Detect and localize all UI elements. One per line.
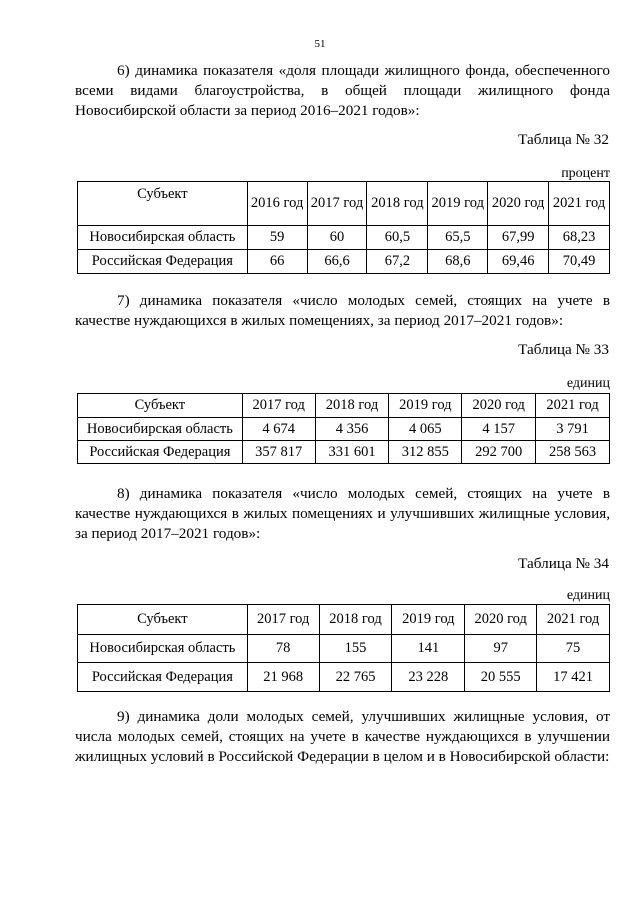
table-cell: 97	[465, 635, 537, 663]
table-34	[77, 604, 610, 692]
table-cell: 21 968	[247, 663, 319, 692]
table-cell: 65,5	[428, 226, 488, 250]
header-cell-year: 2021 год	[549, 182, 610, 226]
table-cell: 22 765	[319, 663, 392, 692]
header-cell-year: 2017 год	[307, 182, 367, 226]
table-32-unit: процент	[561, 166, 610, 181]
table-cell: 4 674	[242, 418, 315, 441]
row-label: Российская Федерация	[78, 441, 243, 464]
table-34-caption: Таблица № 34	[518, 555, 609, 572]
header-cell-year: 2018 год	[367, 182, 428, 226]
row-label: Новосибирская область	[78, 418, 243, 441]
table-cell: 312 855	[389, 441, 462, 464]
table-34-unit: единиц	[566, 588, 610, 603]
section-6-text: 6) динамика показателя «доля площади жилищного фонда, обеспеченного всеми видами благоустройства, в общей площади жилищного фонда Новосибирской области за период 2016–2021 годов»:	[75, 62, 610, 119]
table-cell: 141	[392, 635, 465, 663]
table-cell: 60	[307, 226, 367, 250]
header-cell-year: 2020 год	[488, 182, 549, 226]
table-cell: 67,99	[488, 226, 549, 250]
table-32	[77, 181, 610, 274]
table-row	[78, 635, 610, 663]
header-cell-subject: Субъект	[78, 605, 248, 635]
row-label: Российская Федерация	[78, 663, 248, 692]
table-cell: 66,6	[307, 250, 367, 274]
table-row	[78, 663, 610, 692]
table-cell: 155	[319, 635, 392, 663]
table-cell: 331 601	[315, 441, 389, 464]
table-cell: 23 228	[392, 663, 465, 692]
table-cell: 357 817	[242, 441, 315, 464]
table-cell: 17 421	[537, 663, 610, 692]
section-8-text: 8) динамика показателя «число молодых семей, стоящих на учете в качестве нуждающихся в жилых помещениях и улучшивших жилищные условия, за период 2017–2021 годов»:	[75, 485, 610, 542]
table-cell: 20 555	[465, 663, 537, 692]
table-33	[77, 393, 610, 464]
header-cell-year: 2017 год	[242, 394, 315, 418]
header-cell-year: 2016 год	[247, 182, 307, 226]
table-cell: 69,46	[488, 250, 549, 274]
header-cell-year: 2019 год	[392, 605, 465, 635]
table-cell: 68,6	[428, 250, 488, 274]
table-row	[78, 441, 610, 464]
table-cell: 4 356	[315, 418, 389, 441]
header-cell-year: 2021 год	[537, 605, 610, 635]
header-cell-year: 2019 год	[428, 182, 488, 226]
header-cell-year: 2020 год	[462, 394, 536, 418]
header-cell-subject: Субъект	[78, 182, 248, 226]
table-row	[78, 226, 610, 250]
table-cell: 3 791	[536, 418, 610, 441]
table-cell: 75	[537, 635, 610, 663]
row-label: Российская Федерация	[78, 250, 248, 274]
table-header-row	[78, 394, 610, 418]
header-cell-year: 2017 год	[247, 605, 319, 635]
table-cell: 258 563	[536, 441, 610, 464]
table-cell: 70,49	[549, 250, 610, 274]
table-cell: 59	[247, 226, 307, 250]
table-cell: 292 700	[462, 441, 536, 464]
table-cell: 4 065	[389, 418, 462, 441]
table-cell: 78	[247, 635, 319, 663]
table-33-caption: Таблица № 33	[518, 341, 609, 358]
header-cell-year: 2018 год	[319, 605, 392, 635]
table-cell: 67,2	[367, 250, 428, 274]
row-label: Новосибирская область	[78, 635, 248, 663]
row-label: Новосибирская область	[78, 226, 248, 250]
header-cell-year: 2019 год	[389, 394, 462, 418]
table-32-caption: Таблица № 32	[518, 131, 609, 148]
table-row	[78, 418, 610, 441]
header-cell-year: 2018 год	[315, 394, 389, 418]
table-cell: 68,23	[549, 226, 610, 250]
table-header-row	[78, 605, 610, 635]
table-33-unit: единиц	[566, 376, 610, 391]
table-cell: 60,5	[367, 226, 428, 250]
table-cell: 4 157	[462, 418, 536, 441]
section-7-text: 7) динамика показателя «число молодых семей, стоящих на учете в качестве нуждающихся в жилых помещениях, за период 2017–2021 годов»:	[75, 292, 610, 329]
table-cell: 66	[247, 250, 307, 274]
section-9-text: 9) динамика доли молодых семей, улучшивших жилищные условия, от числа молодых семей, стоящих на учете в качестве нуждающихся в улучшении жилищных условий в Российской Федерации в целом и в Новосибирской области:	[75, 708, 610, 765]
page-number: 51	[314, 38, 326, 50]
table-row	[78, 250, 610, 274]
header-cell-year: 2021 год	[536, 394, 610, 418]
table-header-row	[78, 182, 610, 226]
header-cell-year: 2020 год	[465, 605, 537, 635]
header-cell-subject: Субъект	[78, 394, 243, 418]
